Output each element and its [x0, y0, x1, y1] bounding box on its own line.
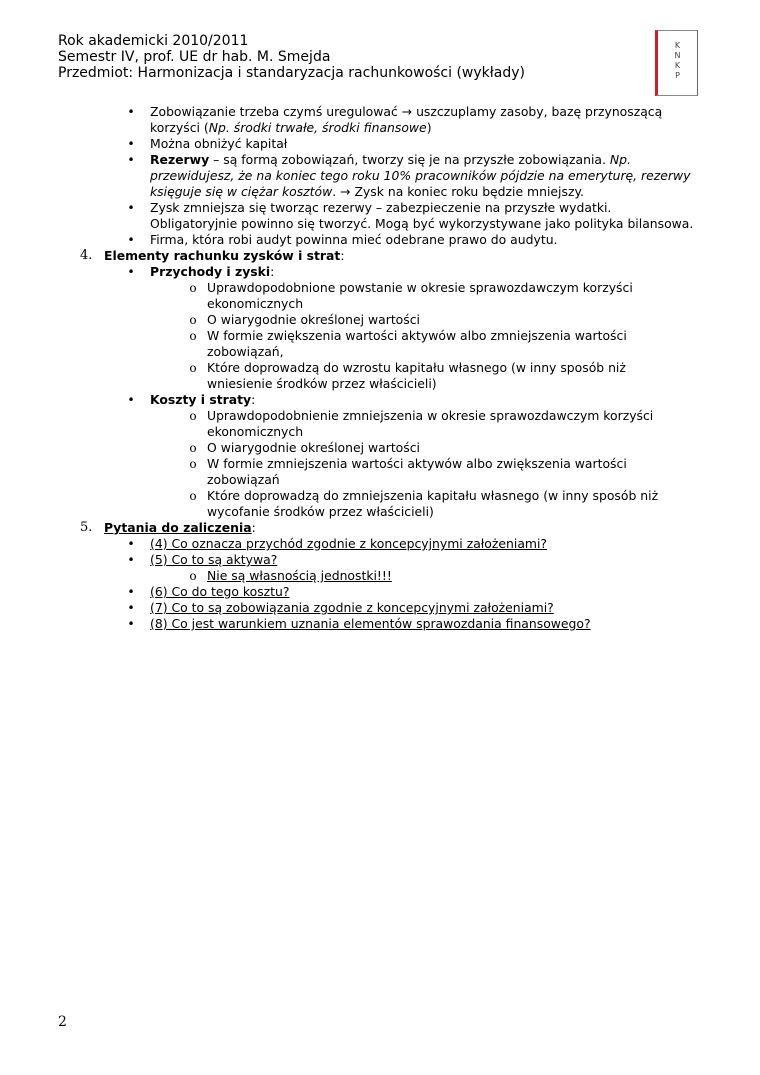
section-number: 4.: [80, 248, 93, 263]
section-title: Pytania do zaliczenia: [104, 520, 252, 535]
sub-list-item: [0, 360, 760, 392]
knkp-logo: [655, 30, 698, 96]
item-text: Które doprowadzą do zmniejszenia kapitału własnego (w inny sposób niż wycofanie środków przez właścicieli): [207, 488, 659, 519]
sub-list-item: [0, 328, 760, 360]
bullet-marker: •: [127, 105, 135, 119]
sub-list-item: [0, 280, 760, 312]
item-text: Uprawdopodobnione powstanie w okresie sprawozdawczym korzyści ekonomicznych: [207, 280, 633, 311]
page-header: [58, 33, 525, 81]
list-item: [0, 152, 760, 200]
sub-list-item: [0, 408, 760, 440]
logo-letter: K: [674, 61, 681, 70]
item-text: – są formą zobowiązań, tworzy się je na przyszłe zobowiązania.: [209, 152, 610, 167]
item-text: Uprawdopodobnienie zmniejszenia w okresie sprawozdawczym korzyści ekonomicznych: [207, 408, 654, 439]
item-text: Które doprowadzą do wzrostu kapitału własnego (w inny sposób niż wniesienie środków przez właścicieli): [207, 360, 626, 391]
item-text: Można obniżyć kapitał: [150, 136, 288, 151]
sub-bullet-marker: o: [189, 409, 197, 423]
header-semester: Semestr IV, prof. UE dr hab. M. Smejda: [58, 49, 331, 65]
question-text: (5) Co to są aktywa?: [150, 552, 278, 567]
sub-list-item: [0, 456, 760, 488]
question-item: [0, 552, 760, 568]
bullet-marker: •: [127, 393, 135, 407]
bullet-marker: •: [127, 585, 135, 599]
bullet-marker: •: [127, 601, 135, 615]
header-academic-year: Rok akademicki 2010/2011: [58, 33, 249, 49]
item-example: Np. środki trwałe, środki finansowe: [208, 120, 427, 135]
colon: :: [340, 248, 345, 263]
sub-list-item: [0, 488, 760, 520]
colon: :: [270, 264, 275, 279]
item-text: W formie zmniejszenia wartości aktywów albo zwiększenia wartości zobowiązań: [207, 456, 627, 487]
colon: :: [251, 520, 256, 535]
item-text: O wiarygodnie określonej wartości: [207, 312, 420, 327]
question-text: (6) Co do tego kosztu?: [150, 584, 290, 599]
list-item: [0, 104, 760, 136]
document-body: [0, 104, 760, 632]
question-item: [0, 616, 760, 632]
item-text: ): [426, 120, 432, 135]
bullet-marker: •: [127, 153, 135, 167]
list-item: [0, 264, 760, 280]
list-item: [0, 200, 760, 232]
item-text: . → Zysk na koniec roku będzie mniejszy.: [332, 184, 584, 199]
item-text: Zysk zmniejsza się tworząc rezerwy – zabezpieczenie na przyszłe wydatki. Obligatoryjnie powinno się tworzyć. Mogą być wykorzystywane jako polityka bilansowa.: [150, 200, 694, 231]
item-example: Np. przewidujesz, że na koniec tego roku 10% pracowników pójdzie na emeryturę, rezerwy księguje się w ciężar kosztów: [150, 152, 691, 199]
sub-bullet-marker: o: [189, 569, 197, 583]
item-text: W formie zwiększenia wartości aktywów albo zmniejszenia wartości zobowiązań,: [207, 328, 627, 359]
question-item: [0, 536, 760, 552]
sub-list-item: [0, 568, 760, 584]
list-item: [0, 136, 760, 152]
logo-letter: N: [674, 51, 681, 60]
list-item: [0, 232, 760, 248]
sub-bullet-marker: o: [189, 281, 197, 295]
sub-bullet-marker: o: [189, 441, 197, 455]
page-number: 2: [58, 1014, 67, 1030]
sub-bullet-marker: o: [189, 329, 197, 343]
logo-letter: K: [674, 41, 681, 50]
colon: :: [251, 392, 256, 407]
term-rezerwy: Rezerwy: [150, 152, 210, 167]
bullet-marker: •: [127, 617, 135, 631]
list-item: [0, 392, 760, 408]
question-text: (4) Co oznacza przychód zgodnie z koncepcyjnymi założeniami?: [150, 536, 547, 551]
bullet-marker: •: [127, 201, 135, 215]
section-title: Elementy rachunku zysków i strat: [104, 248, 341, 263]
question-item: [0, 584, 760, 600]
subsection-title: Przychody i zyski: [150, 264, 271, 279]
answer-text: Nie są własnością jednostki!!!: [207, 568, 392, 583]
item-text: O wiarygodnie określonej wartości: [207, 440, 420, 455]
sub-bullet-marker: o: [189, 361, 197, 375]
bullet-marker: •: [127, 233, 135, 247]
bullet-marker: •: [127, 537, 135, 551]
section-heading-5: [0, 520, 760, 536]
sub-bullet-marker: o: [189, 457, 197, 471]
sub-list-item: [0, 312, 760, 328]
sub-list-item: [0, 440, 760, 456]
sub-bullet-marker: o: [189, 313, 197, 327]
section-number: 5.: [80, 520, 93, 535]
bullet-marker: •: [127, 137, 135, 151]
item-text: Zobowiązanie trzeba czymś uregulować → uszczuplamy zasoby, bazę przynoszącą korzyści (: [150, 104, 663, 135]
bullet-marker: •: [127, 553, 135, 567]
subsection-title: Koszty i straty: [150, 392, 252, 407]
question-text: (7) Co to są zobowiązania zgodnie z koncepcyjnymi założeniami?: [150, 600, 554, 615]
item-text: Firma, która robi audyt powinna mieć odebrane prawo do audytu.: [150, 232, 558, 247]
logo-letter: P: [675, 71, 680, 80]
sub-bullet-marker: o: [189, 489, 197, 503]
header-subject: Przedmiot: Harmonizacja i standaryzacja rachunkowości (wykłady): [58, 65, 525, 81]
section-heading-4: [0, 248, 760, 264]
bullet-marker: •: [127, 265, 135, 279]
question-text: (8) Co jest warunkiem uznania elementów sprawozdania finansowego?: [150, 616, 591, 631]
question-item: [0, 600, 760, 616]
